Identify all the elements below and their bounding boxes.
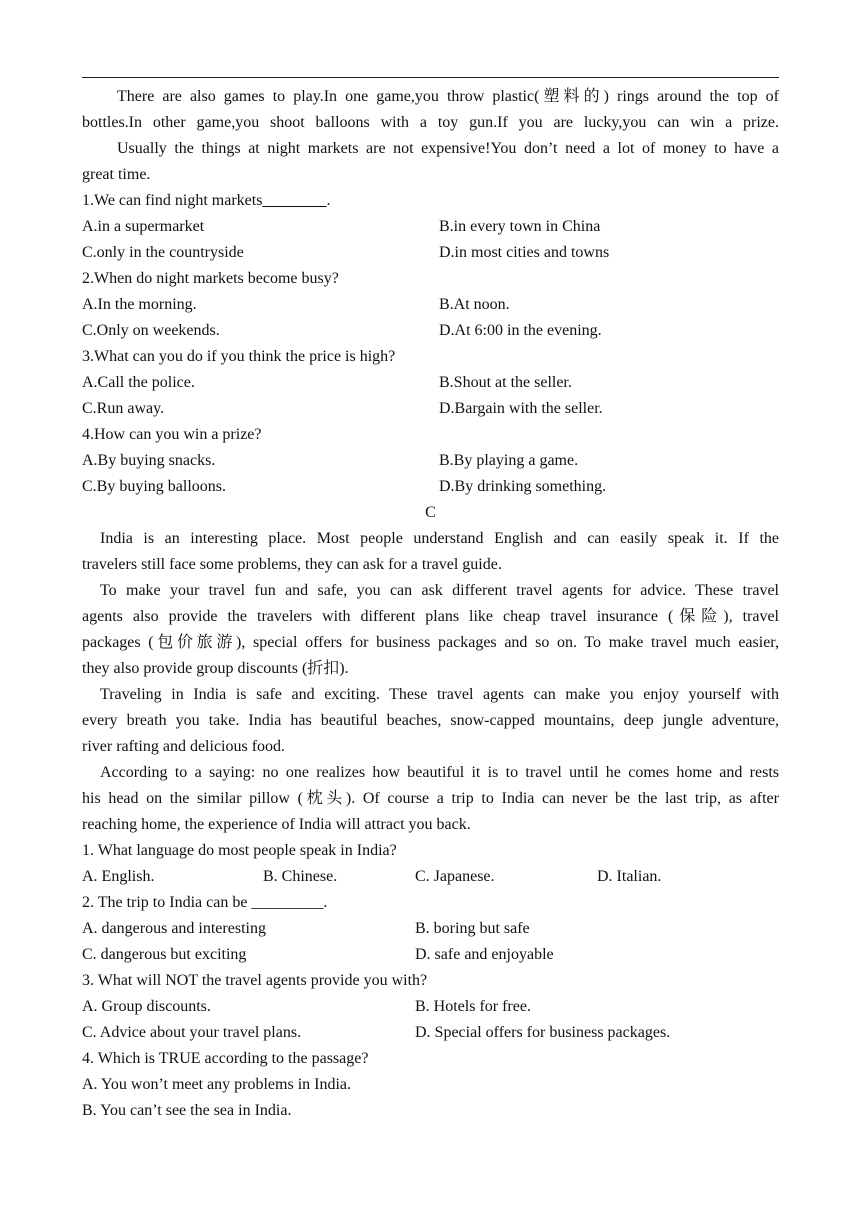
- passage-b-line: There are also games to play.In one game,you throw plastic(塑料的) rings around the top of: [117, 88, 779, 105]
- question-stem: 3.What can you do if you think the price is high?: [82, 348, 396, 365]
- option-row: [82, 318, 779, 344]
- passage-c-line: they also provide group discounts (折扣).: [82, 660, 349, 677]
- question-stem: 2. The trip to India can be _________.: [82, 894, 328, 911]
- option-c: C.Run away.: [82, 400, 165, 417]
- passage-c-line: India is an interesting place. Most people understand English and can easily speak it. If the: [100, 530, 779, 547]
- option-a: A. dangerous and interesting: [82, 920, 266, 937]
- option-row: [82, 370, 779, 396]
- question-stem: 4. Which is TRUE according to the passage?: [82, 1050, 369, 1067]
- option-c: C. Japanese.: [415, 868, 495, 885]
- option-row: [82, 994, 779, 1020]
- passage-b-line: Usually the things at night markets are not expensive!You don’t need a lot of money to have a: [117, 140, 779, 157]
- option-c: C. Advice about your travel plans.: [82, 1024, 302, 1041]
- option-row: [82, 448, 779, 474]
- option-b: B. boring but safe: [415, 920, 530, 937]
- option-b: B.in every town in China: [439, 218, 601, 235]
- option-row: [82, 942, 779, 968]
- option-d: D. Special offers for business packages.: [415, 1024, 671, 1041]
- option-c: C.only in the countryside: [82, 244, 244, 261]
- option-row: [82, 214, 779, 240]
- option-b: B. You can’t see the sea in India.: [82, 1102, 292, 1119]
- passage-c-line: his head on the similar pillow (枕头). Of course a trip to India can never be the last trip, as after: [82, 790, 779, 807]
- option-a: A. You won’t meet any problems in India.: [82, 1076, 352, 1093]
- passage-c-line: river rafting and delicious food.: [82, 738, 286, 755]
- option-row: [82, 1020, 779, 1046]
- option-a: A.In the morning.: [82, 296, 197, 313]
- option-d: D.At 6:00 in the evening.: [439, 322, 602, 339]
- option-row: [82, 292, 779, 318]
- passage-b-line: bottles.In other game,you shoot balloons with a toy gun.If you are lucky,you can win a prize.: [82, 114, 779, 131]
- option-c: C.Only on weekends.: [82, 322, 220, 339]
- option-c: C. dangerous but exciting: [82, 946, 247, 963]
- question-stem: 1.We can find night markets________.: [82, 192, 331, 209]
- option-a: A.in a supermarket: [82, 218, 205, 235]
- document-page: [82, 84, 779, 1124]
- answer-blank: ________: [262, 192, 327, 209]
- passage-c-line: To make your travel fun and safe, you can ask different travel agents for advice. These travel: [100, 582, 779, 599]
- question-stem: 4.How can you win a prize?: [82, 426, 262, 443]
- passage-c-line: travelers still face some problems, they can ask for a travel guide.: [82, 556, 502, 573]
- passage-c-line: According to a saying: no one realizes how beautiful it is to travel until he comes home and rests: [100, 764, 779, 781]
- option-row: [82, 916, 779, 942]
- passage-c-line: agents also provide the travelers with different plans like cheap travel insurance (保险), travel: [82, 608, 779, 625]
- section-heading: C: [425, 504, 436, 521]
- passage-c-line: packages (包价旅游), special offers for business packages and so on. To make travel much easier,: [82, 634, 779, 651]
- passage-c-line: reaching home, the experience of India will attract you back.: [82, 816, 471, 833]
- option-a: A.Call the police.: [82, 374, 195, 391]
- question-stem: 1. What language do most people speak in India?: [82, 842, 397, 859]
- option-c: C.By buying balloons.: [82, 478, 227, 495]
- option-a: A. English.: [82, 868, 155, 885]
- option-d: D.in most cities and towns: [439, 244, 610, 261]
- header-rule: [82, 77, 779, 78]
- option-d: D. safe and enjoyable: [415, 946, 554, 963]
- option-b: B. Chinese.: [263, 868, 338, 885]
- question-stem: 3. What will NOT the travel agents provide you with?: [82, 972, 428, 989]
- passage-c-line: Traveling in India is safe and exciting. These travel agents can make you enjoy yourself with: [100, 686, 779, 703]
- passage-c-line: every breath you take. India has beautiful beaches, snow-capped mountains, deep jungle adventure,: [82, 712, 779, 729]
- option-row: [82, 474, 779, 500]
- option-a: A.By buying snacks.: [82, 452, 216, 469]
- option-d: D.Bargain with the seller.: [439, 400, 603, 417]
- question-stem: 2.When do night markets become busy?: [82, 270, 339, 287]
- option-row: [82, 396, 779, 422]
- option-b: B. Hotels for free.: [415, 998, 531, 1015]
- option-d: D.By drinking something.: [439, 478, 607, 495]
- option-b: B.Shout at the seller.: [439, 374, 572, 391]
- passage-b-line: great time.: [82, 166, 151, 183]
- option-row: [82, 864, 779, 890]
- option-row: [82, 240, 779, 266]
- option-b: B.At noon.: [439, 296, 510, 313]
- option-a: A. Group discounts.: [82, 998, 211, 1015]
- option-d: D. Italian.: [597, 868, 662, 885]
- option-b: B.By playing a game.: [439, 452, 579, 469]
